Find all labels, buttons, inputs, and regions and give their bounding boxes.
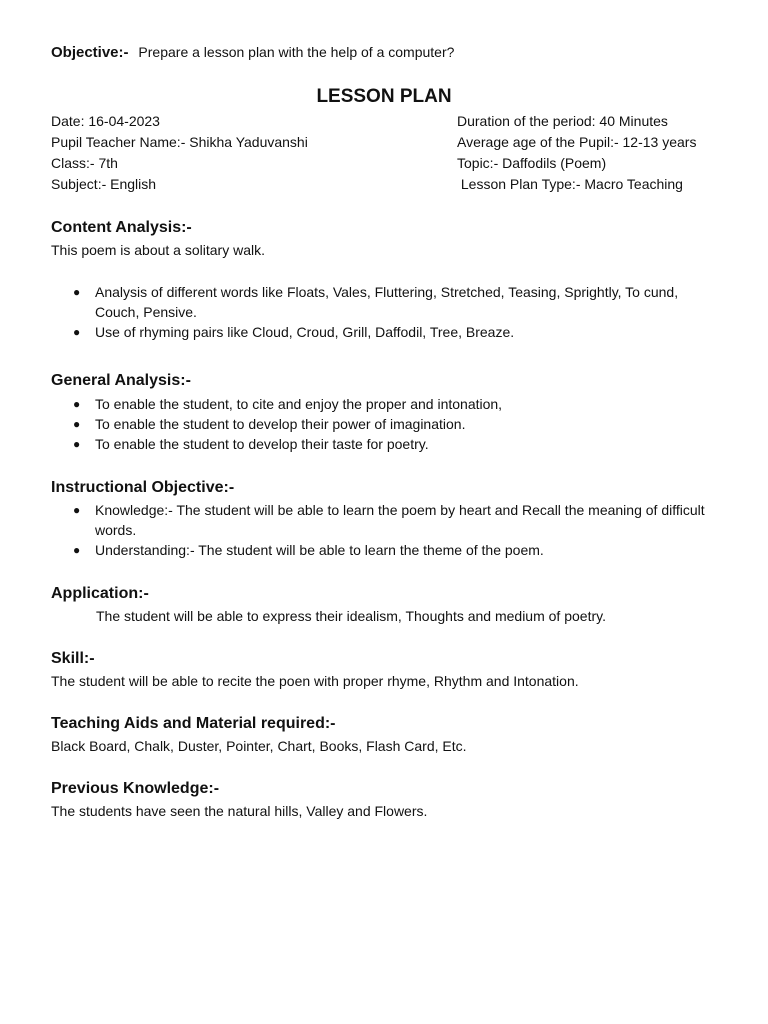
- bullet-icon: ●: [73, 543, 81, 557]
- list-item-text: To enable the student to develop their taste for poetry.: [95, 436, 429, 452]
- info-date: Date: 16-04-2023: [51, 113, 160, 129]
- info-duration: Duration of the period: 40 Minutes: [457, 113, 668, 129]
- info-average-age: Average age of the Pupil:- 12-13 years: [457, 134, 697, 150]
- bullet-icon: ●: [73, 437, 81, 451]
- list-item-text: Use of rhyming pairs like Cloud, Croud, Grill, Daffodil, Tree, Breaze.: [95, 324, 515, 340]
- info-topic: Topic:- Daffodils (Poem): [457, 155, 607, 171]
- list-item: [51, 414, 711, 434]
- previous-knowledge-text: The students have seen the natural hills, Valley and Flowers.: [51, 803, 428, 819]
- list-item-text: To enable the student, to cite and enjoy the proper and intonation,: [95, 396, 503, 412]
- previous-knowledge-heading: Previous Knowledge:-: [51, 780, 220, 797]
- bullet-icon: ●: [73, 417, 81, 431]
- objective-line: [51, 43, 454, 62]
- skill-text: The student will be able to recite the poen with proper rhyme, Rhythm and Intonation.: [51, 673, 579, 689]
- info-lesson-plan-type: Lesson Plan Type:- Macro Teaching: [457, 176, 683, 192]
- general-analysis-list: [51, 394, 711, 454]
- instructional-objective-heading: Instructional Objective:-: [51, 479, 235, 496]
- application-heading: Application:-: [51, 585, 149, 602]
- info-subject: Subject:- English: [51, 176, 157, 192]
- objective-label: Objective:-: [51, 44, 129, 61]
- content-analysis-intro: This poem is about a solitary walk.: [51, 242, 265, 258]
- list-item: [51, 282, 711, 322]
- info-teacher-name: Pupil Teacher Name:- Shikha Yaduvanshi: [51, 134, 308, 150]
- list-item: [51, 434, 711, 454]
- objective-text: Prepare a lesson plan with the help of a computer?: [138, 44, 455, 60]
- general-analysis-heading: General Analysis:-: [51, 372, 191, 389]
- list-item: [51, 500, 711, 540]
- application-text: The student will be able to express their idealism, Thoughts and medium of poetry.: [96, 608, 606, 624]
- list-item-text: Knowledge:- The student will be able to learn the poem by heart and Recall the meaning of difficult words.: [95, 502, 705, 538]
- bullet-icon: ●: [73, 285, 81, 299]
- bullet-icon: ●: [73, 325, 81, 339]
- list-item-text: Analysis of different words like Floats, Vales, Fluttering, Stretched, Teasing, Sprightly, To cund, Couch, Pensive.: [95, 284, 679, 320]
- list-item: [51, 394, 711, 414]
- list-item: [51, 322, 711, 342]
- teaching-aids-text: Black Board, Chalk, Duster, Pointer, Chart, Books, Flash Card, Etc.: [51, 738, 467, 754]
- bullet-icon: ●: [73, 397, 81, 411]
- list-item: [51, 540, 711, 560]
- content-analysis-heading: Content Analysis:-: [51, 219, 192, 236]
- list-item-text: Understanding:- The student will be able to learn the theme of the poem.: [95, 542, 544, 558]
- skill-heading: Skill:-: [51, 650, 95, 667]
- info-class: Class:- 7th: [51, 155, 118, 171]
- bullet-icon: ●: [73, 503, 81, 517]
- content-analysis-list: [51, 282, 711, 342]
- teaching-aids-heading: Teaching Aids and Material required:-: [51, 715, 336, 732]
- list-item-text: To enable the student to develop their power of imagination.: [95, 416, 466, 432]
- instructional-objective-list: [51, 500, 711, 560]
- page-title: LESSON PLAN: [316, 86, 452, 107]
